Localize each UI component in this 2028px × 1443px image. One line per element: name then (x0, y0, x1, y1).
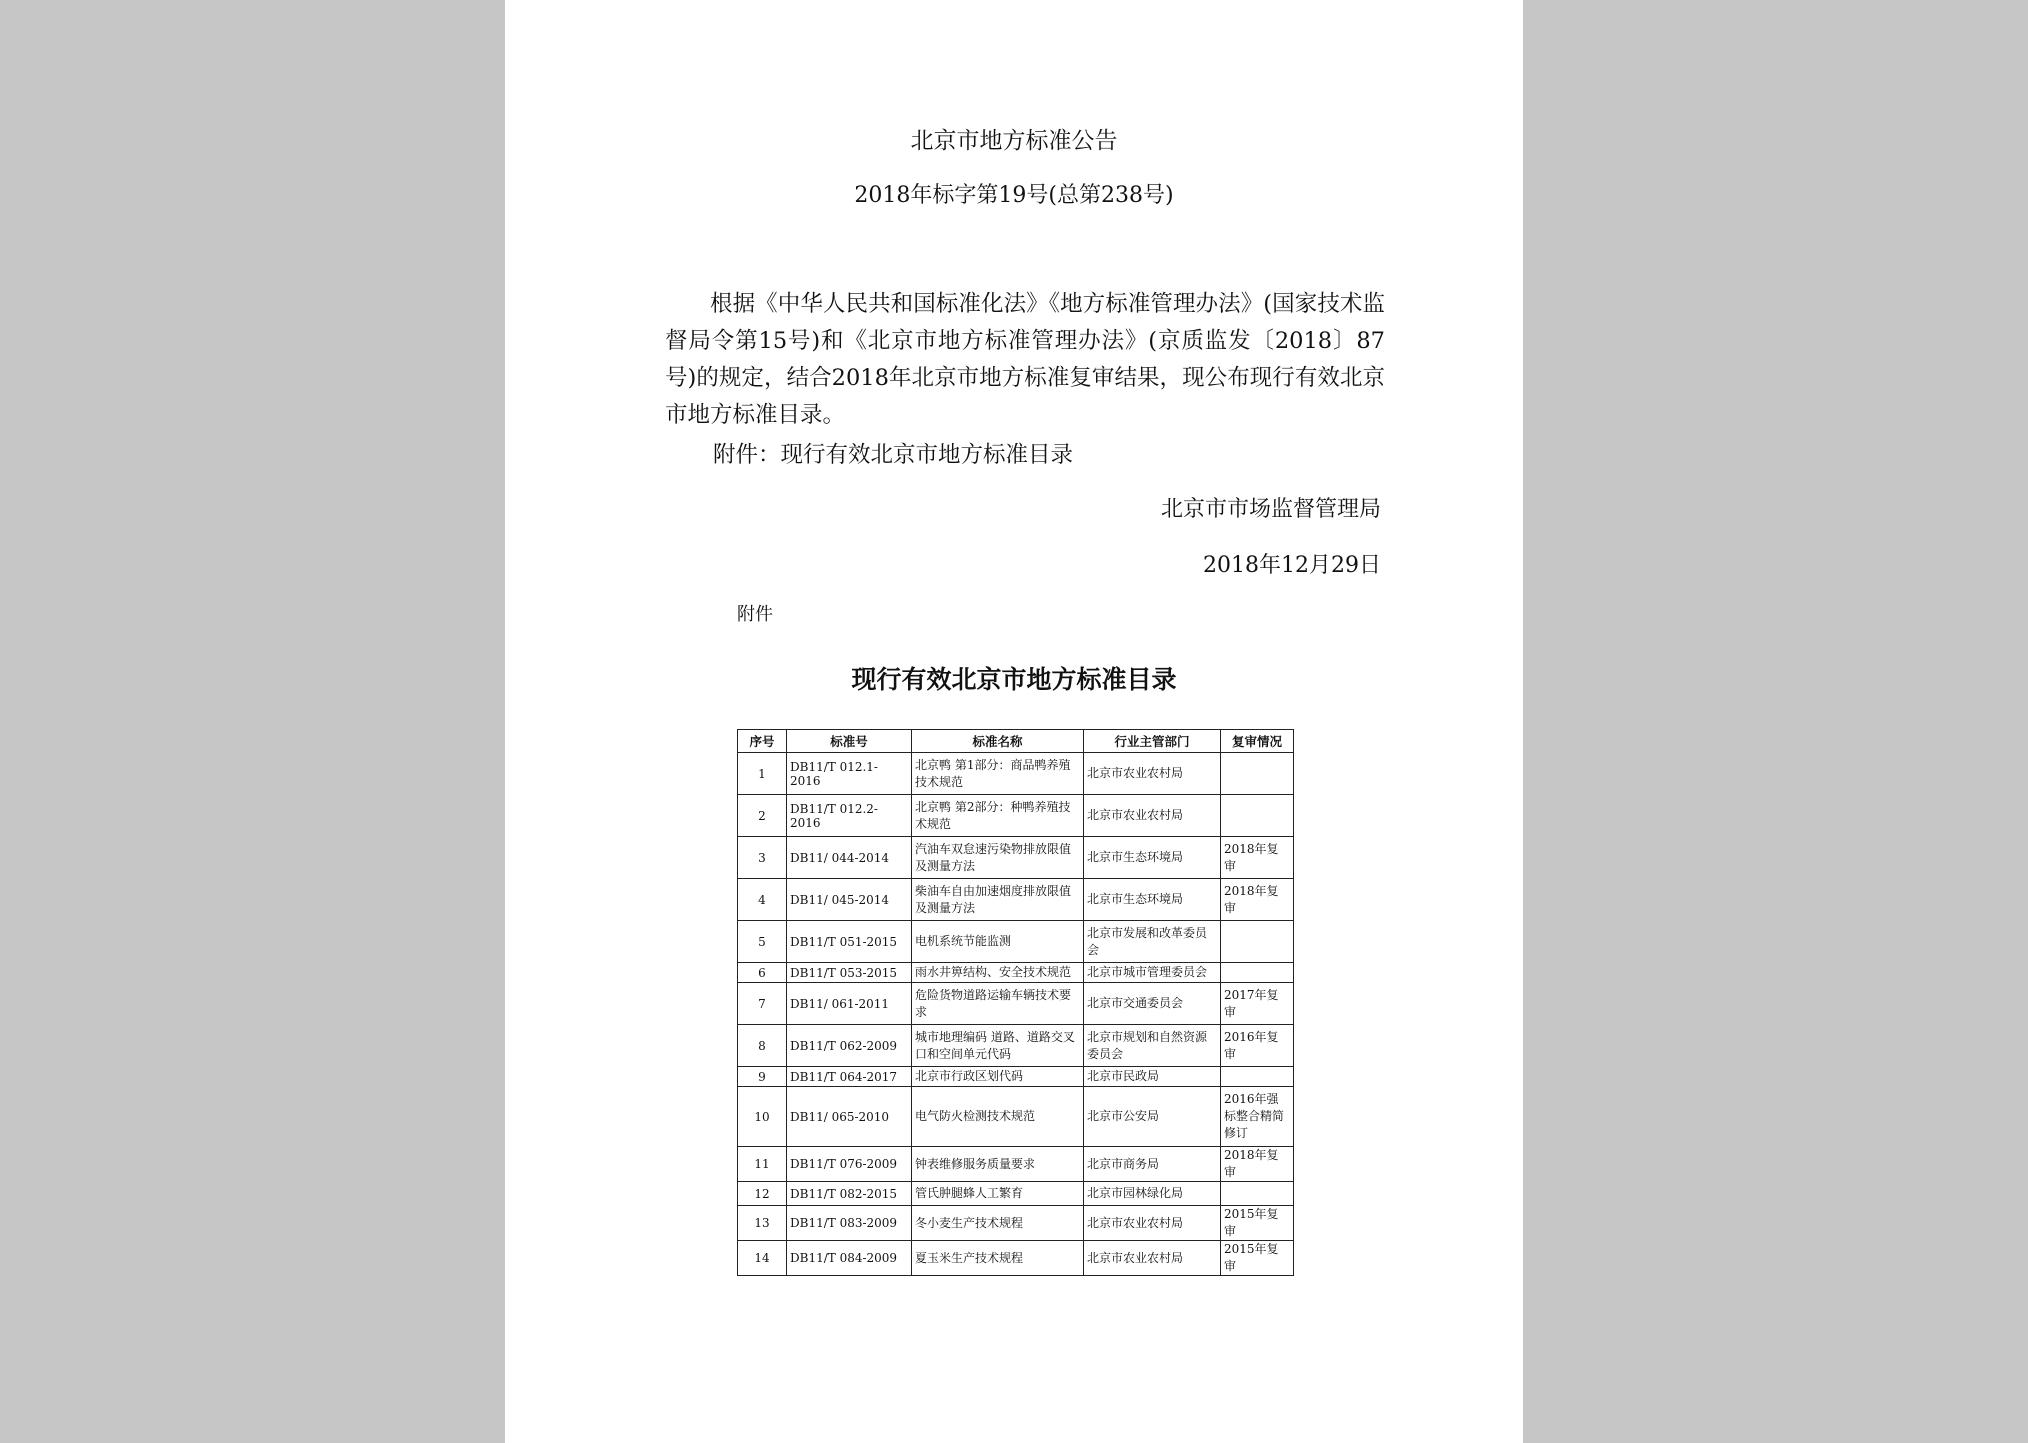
table-cell: 2018年复审 (1221, 1147, 1294, 1182)
table-cell: 夏玉米生产技术规程 (912, 1241, 1084, 1276)
header-cell: 标准名称 (912, 730, 1084, 753)
table-row (738, 1182, 1294, 1206)
table-row (738, 1206, 1294, 1241)
table-cell: 电机系统节能监测 (912, 921, 1084, 963)
table-cell: 10 (738, 1087, 787, 1147)
table-cell: 2018年复审 (1221, 837, 1294, 879)
table-cell: 9 (738, 1067, 787, 1087)
table-cell: 北京市发展和改革委员会 (1084, 921, 1221, 963)
table-cell (1221, 1182, 1294, 1206)
announcement-body: 根据《中华人民共和国标准化法》《地方标准管理办法》(国家技术监督局令第15号)和《北京市地方标准管理办法》(京质监发〔2018〕87号)的规定，结合2018年北京市地方标准复审结果，现公布现行有效北京市地方标准目录。 (665, 291, 1385, 428)
table-row (738, 963, 1294, 983)
table-row (738, 795, 1294, 837)
table-cell: DB11/T 062-2009 (787, 1025, 912, 1067)
announcement-title: 北京市地方标准公告 (910, 128, 1118, 154)
table-row (738, 753, 1294, 795)
table-cell: 北京市行政区划代码 (912, 1067, 1084, 1087)
table-row (738, 1241, 1294, 1276)
table-cell: 北京市城市管理委员会 (1084, 963, 1221, 983)
table-cell: DB11/T 053-2015 (787, 963, 912, 983)
table-cell: DB11/T 012.2-2016 (787, 795, 912, 837)
table-cell: DB11/ 065-2010 (787, 1087, 912, 1147)
header-cell: 行业主管部门 (1084, 730, 1221, 753)
table-cell: DB11/T 083-2009 (787, 1206, 912, 1241)
table-row (738, 1147, 1294, 1182)
table-cell: 北京市公安局 (1084, 1087, 1221, 1147)
table-cell: 北京市规划和自然资源委员会 (1084, 1025, 1221, 1067)
table-cell (1221, 753, 1294, 795)
table-cell (1221, 963, 1294, 983)
table-cell: 汽油车双怠速污染物排放限值及测量方法 (912, 837, 1084, 879)
table-cell: 12 (738, 1182, 787, 1206)
table-cell: DB11/T 076-2009 (787, 1147, 912, 1182)
table-row (738, 1025, 1294, 1067)
table-row (738, 983, 1294, 1025)
table-row (738, 921, 1294, 963)
table-cell: 北京市生态环境局 (1084, 879, 1221, 921)
table-cell: 北京市农业农村局 (1084, 1241, 1221, 1276)
table-cell: 北京鸭 第2部分：种鸭养殖技术规范 (912, 795, 1084, 837)
table-cell: 11 (738, 1147, 787, 1182)
table-cell: 雨水井箅结构、安全技术规范 (912, 963, 1084, 983)
table-header-row (738, 730, 1294, 753)
table-cell: DB11/T 082-2015 (787, 1182, 912, 1206)
table-cell: 北京市商务局 (1084, 1147, 1221, 1182)
table-cell (1221, 795, 1294, 837)
table-cell: 1 (738, 753, 787, 795)
table-cell: 电气防火检测技术规范 (912, 1087, 1084, 1147)
table-cell: 北京市农业农村局 (1084, 753, 1221, 795)
table-cell: 北京市交通委员会 (1084, 983, 1221, 1025)
document-page (505, 0, 1523, 1443)
table-cell: 北京鸭 第1部分：商品鸭养殖技术规范 (912, 753, 1084, 795)
table-cell: 2 (738, 795, 787, 837)
header-cell: 序号 (738, 730, 787, 753)
table-row (738, 1067, 1294, 1087)
table-cell: 2018年复审 (1221, 879, 1294, 921)
table-cell: 危险货物道路运输车辆技术要求 (912, 983, 1084, 1025)
standards-list-title: 现行有效北京市地方标准目录 (851, 665, 1177, 694)
table-cell: DB11/T 012.1-2016 (787, 753, 912, 795)
table-cell: 北京市生态环境局 (1084, 837, 1221, 879)
table-cell: 5 (738, 921, 787, 963)
table-cell: 14 (738, 1241, 787, 1276)
table-cell: 2016年强标整合精简修订 (1221, 1087, 1294, 1147)
table-cell: 冬小麦生产技术规程 (912, 1206, 1084, 1241)
table-cell: DB11/ 061-2011 (787, 983, 912, 1025)
table-cell: 2015年复审 (1221, 1241, 1294, 1276)
table-cell: 钟表维修服务质量要求 (912, 1147, 1084, 1182)
table-cell: 城市地理编码 道路、道路交叉口和空间单元代码 (912, 1025, 1084, 1067)
table-cell: DB11/ 045-2014 (787, 879, 912, 921)
header-cell: 复审情况 (1221, 730, 1294, 753)
table-cell: 13 (738, 1206, 787, 1241)
table-cell: 柴油车自由加速烟度排放限值及测量方法 (912, 879, 1084, 921)
table-cell: DB11/T 084-2009 (787, 1241, 912, 1276)
table-cell: 7 (738, 983, 787, 1025)
attachment-reference: 附件：现行有效北京市地方标准目录 (713, 442, 1074, 468)
table-cell: 3 (738, 837, 787, 879)
table-cell: 4 (738, 879, 787, 921)
table-cell: 2017年复审 (1221, 983, 1294, 1025)
table-cell (1221, 1067, 1294, 1087)
table-cell (1221, 921, 1294, 963)
standards-table (737, 729, 1294, 1276)
table-row (738, 837, 1294, 879)
table-cell: 北京市农业农村局 (1084, 1206, 1221, 1241)
table-cell: 2016年复审 (1221, 1025, 1294, 1067)
table-cell: DB11/T 051-2015 (787, 921, 912, 963)
table-cell: 2015年复审 (1221, 1206, 1294, 1241)
issue-date: 2018年12月29日 (1203, 553, 1381, 578)
attachment-label: 附件 (737, 604, 773, 625)
table-cell: 6 (738, 963, 787, 983)
table-cell: 北京市民政局 (1084, 1067, 1221, 1087)
table-cell: 北京市农业农村局 (1084, 795, 1221, 837)
table-row (738, 879, 1294, 921)
issuing-authority: 北京市市场监督管理局 (1160, 497, 1381, 522)
table-row (738, 1087, 1294, 1147)
table-cell: 8 (738, 1025, 787, 1067)
table-cell: DB11/T 064-2017 (787, 1067, 912, 1087)
table-cell: 北京市园林绿化局 (1084, 1182, 1221, 1206)
header-cell: 标准号 (787, 730, 912, 753)
table-cell: DB11/ 044-2014 (787, 837, 912, 879)
document-number: 2018年标字第19号(总第238号) (854, 183, 1174, 208)
table-cell: 管氏肿腿蜂人工繁育 (912, 1182, 1084, 1206)
